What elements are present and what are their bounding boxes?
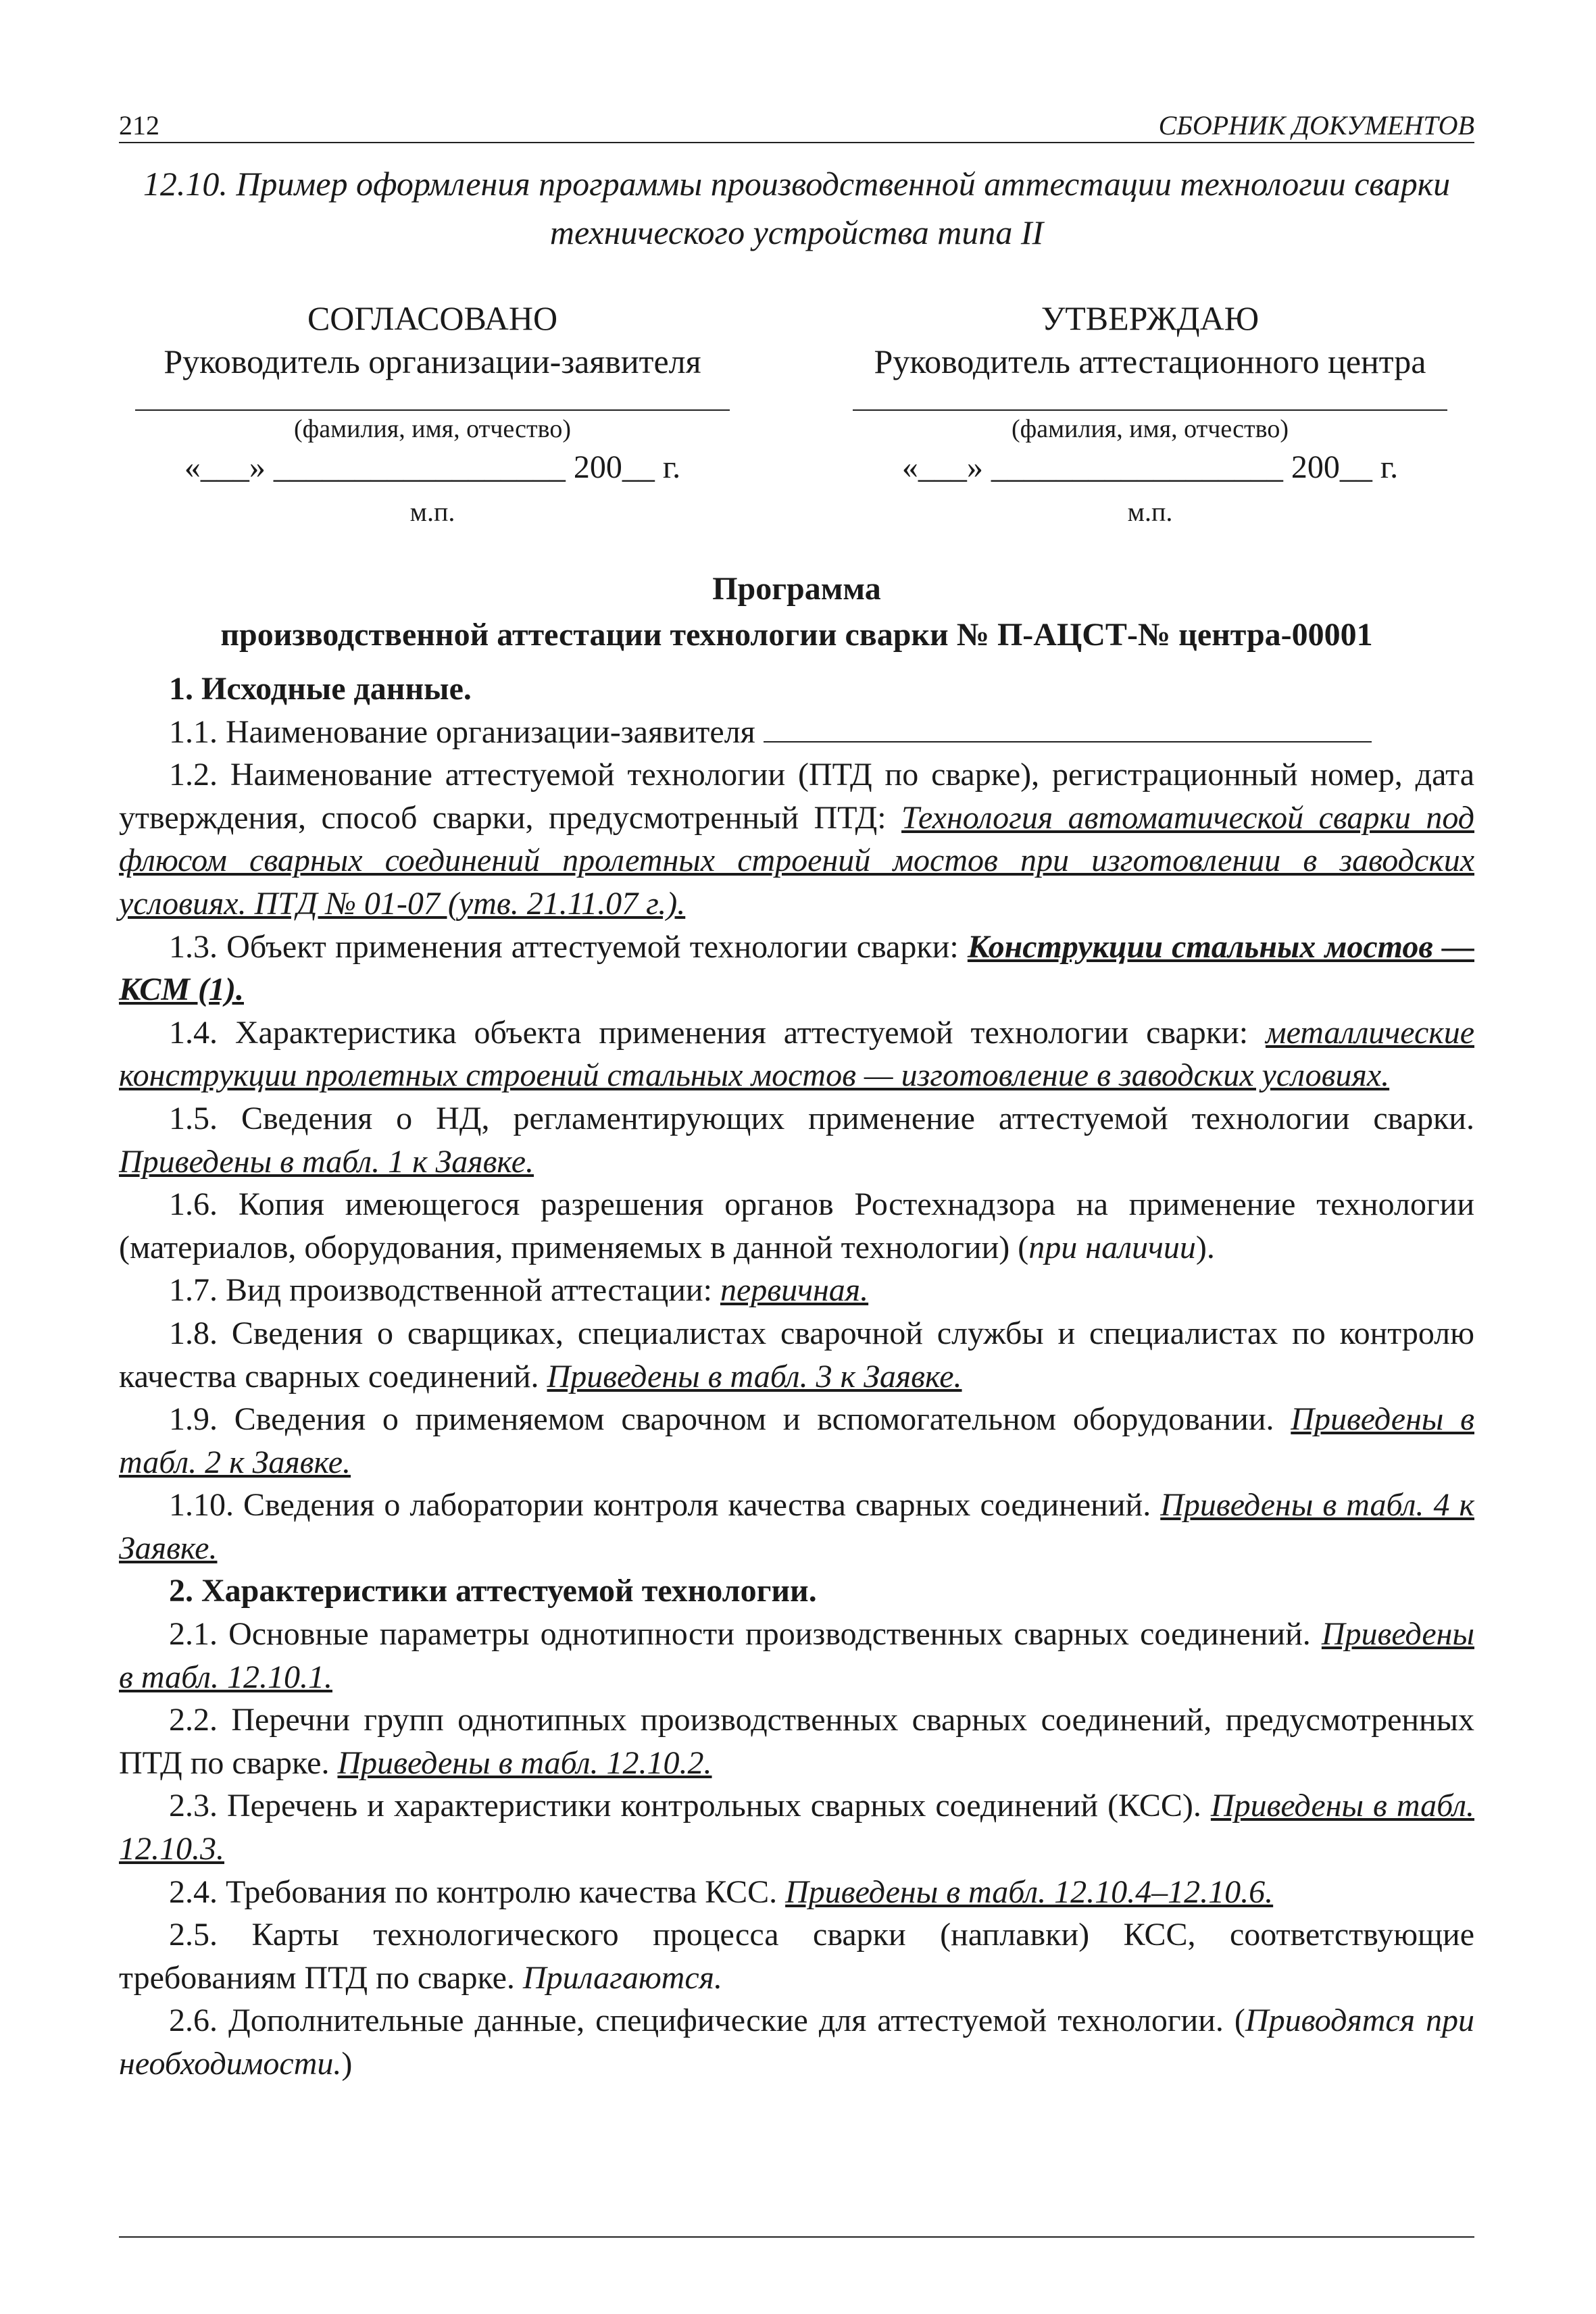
name-hint: (фамилия, имя, отчество) bbox=[293, 415, 571, 443]
section-title: 12.10. Пример оформления программы производственной аттестации технологии сварки технического устройства типа II bbox=[143, 165, 1451, 251]
item-1-10: 1.10. Сведения о лаборатории контроля качества сварных соединений. Приведены в табл. 4 к Заявке. bbox=[119, 1487, 1474, 1566]
fill-in-line bbox=[764, 714, 1372, 743]
item-2-3: 2.3. Перечень и характеристики контрольных сварных соединений (КСС). Приведены в табл. 12.10.3. bbox=[119, 1788, 1474, 1867]
item-1-4: 1.4. Характеристика объекта применения аттестуемой технологии сварки: металлические конструкции пролетных строений стальных мостов — изготовление в заводских условиях. bbox=[119, 1014, 1474, 1094]
approval-block-agreed bbox=[135, 297, 730, 532]
approval-role: Руководитель организации-заявителя bbox=[164, 343, 701, 380]
approval-role: Руководитель аттестационного центра bbox=[874, 343, 1426, 380]
document-body bbox=[119, 668, 1474, 2086]
collection-title: СБОРНИК ДОКУМЕНТОВ bbox=[1158, 110, 1474, 141]
approval-label: СОГЛАСОВАНО bbox=[307, 299, 558, 337]
item-2-5: 2.5. Карты технологического процесса сварки (наплавки) КСС, соответствующие требованиям ПТД по сварке. Прилагаются. bbox=[119, 1917, 1474, 1996]
name-hint: (фамилия, имя, отчество) bbox=[1011, 415, 1289, 443]
stamp-place: м.п. bbox=[409, 497, 455, 527]
item-1-6: 1.6. Копия имеющегося разрешения органов Ростехнадзора на применение технологии (материалов, оборудования, применяемых в данной технологии) (при наличии). bbox=[119, 1186, 1474, 1265]
section-heading: 1. Исходные данные. bbox=[169, 671, 472, 707]
section-heading: 2. Характеристики аттестуемой технологии. bbox=[169, 1573, 817, 1609]
item-1-1: 1.1. Наименование организации-заявителя bbox=[119, 711, 1474, 754]
item-1-3: 1.3. Объект применения аттестуемой технологии сварки: Конструкции стальных мостов — КСМ (1). bbox=[119, 928, 1474, 1008]
date-line: «___» __________________ 200__ г. bbox=[901, 449, 1399, 485]
program-heading bbox=[119, 566, 1474, 658]
item-1-5: 1.5. Сведения о НД, регламентирующих применение аттестуемой технологии сварки. Приведены в табл. 1 к Заявке. bbox=[119, 1100, 1474, 1180]
item-2-4: 2.4. Требования по контролю качества КСС. Приведены в табл. 12.10.4–12.10.6. bbox=[169, 1873, 1274, 1910]
item-1-9: 1.9. Сведения о применяемом сварочном и вспомогательном оборудовании. Приведены в табл. 2 к Заявке. bbox=[119, 1401, 1474, 1480]
approval-label: УТВЕРЖДАЮ bbox=[1041, 299, 1260, 337]
running-header bbox=[119, 101, 1474, 143]
item-1-7: 1.7. Вид производственной аттестации: первичная. bbox=[169, 1272, 869, 1309]
item-2-1: 2.1. Основные параметры однотипности производственных сварных соединений. Приведены в табл. 12.10.1. bbox=[119, 1616, 1474, 1695]
item-2-2: 2.2. Перечни групп однотипных производственных сварных соединений, предусмотренных ПТД по сварке. Приведены в табл. 12.10.2. bbox=[119, 1702, 1474, 1781]
program-title: Программа bbox=[712, 571, 881, 607]
item-1-8: 1.8. Сведения о сварщиках, специалистах сварочной службы и специалистах по контролю качества сварных соединений. Приведены в табл. 3 к Заявке. bbox=[119, 1315, 1474, 1394]
page-number: 212 bbox=[119, 110, 159, 141]
approval-block-approved bbox=[853, 297, 1447, 532]
date-line: «___» __________________ 200__ г. bbox=[184, 449, 681, 485]
program-subtitle: производственной аттестации технологии сварки № П-АЦСТ-№ центра-00001 bbox=[220, 617, 1373, 653]
item-2-6: 2.6. Дополнительные данные, специфические для аттестуемой технологии. (Приводятся при необходимости.) bbox=[119, 2003, 1475, 2082]
footer-rule bbox=[119, 2236, 1474, 2238]
item-1-2: 1.2. Наименование аттестуемой технологии (ПТД по сварке), регистрационный номер, дата утверждения, способ сварки, предусмотренный ПТД: Технология автоматической сварки под флюсом сварных соединений пролетных строений мостов при изготовлении в заводских условиях. ПТД № 01-07 (утв. 21.11.07 г.). bbox=[119, 757, 1474, 922]
stamp-place: м.п. bbox=[1127, 497, 1173, 527]
